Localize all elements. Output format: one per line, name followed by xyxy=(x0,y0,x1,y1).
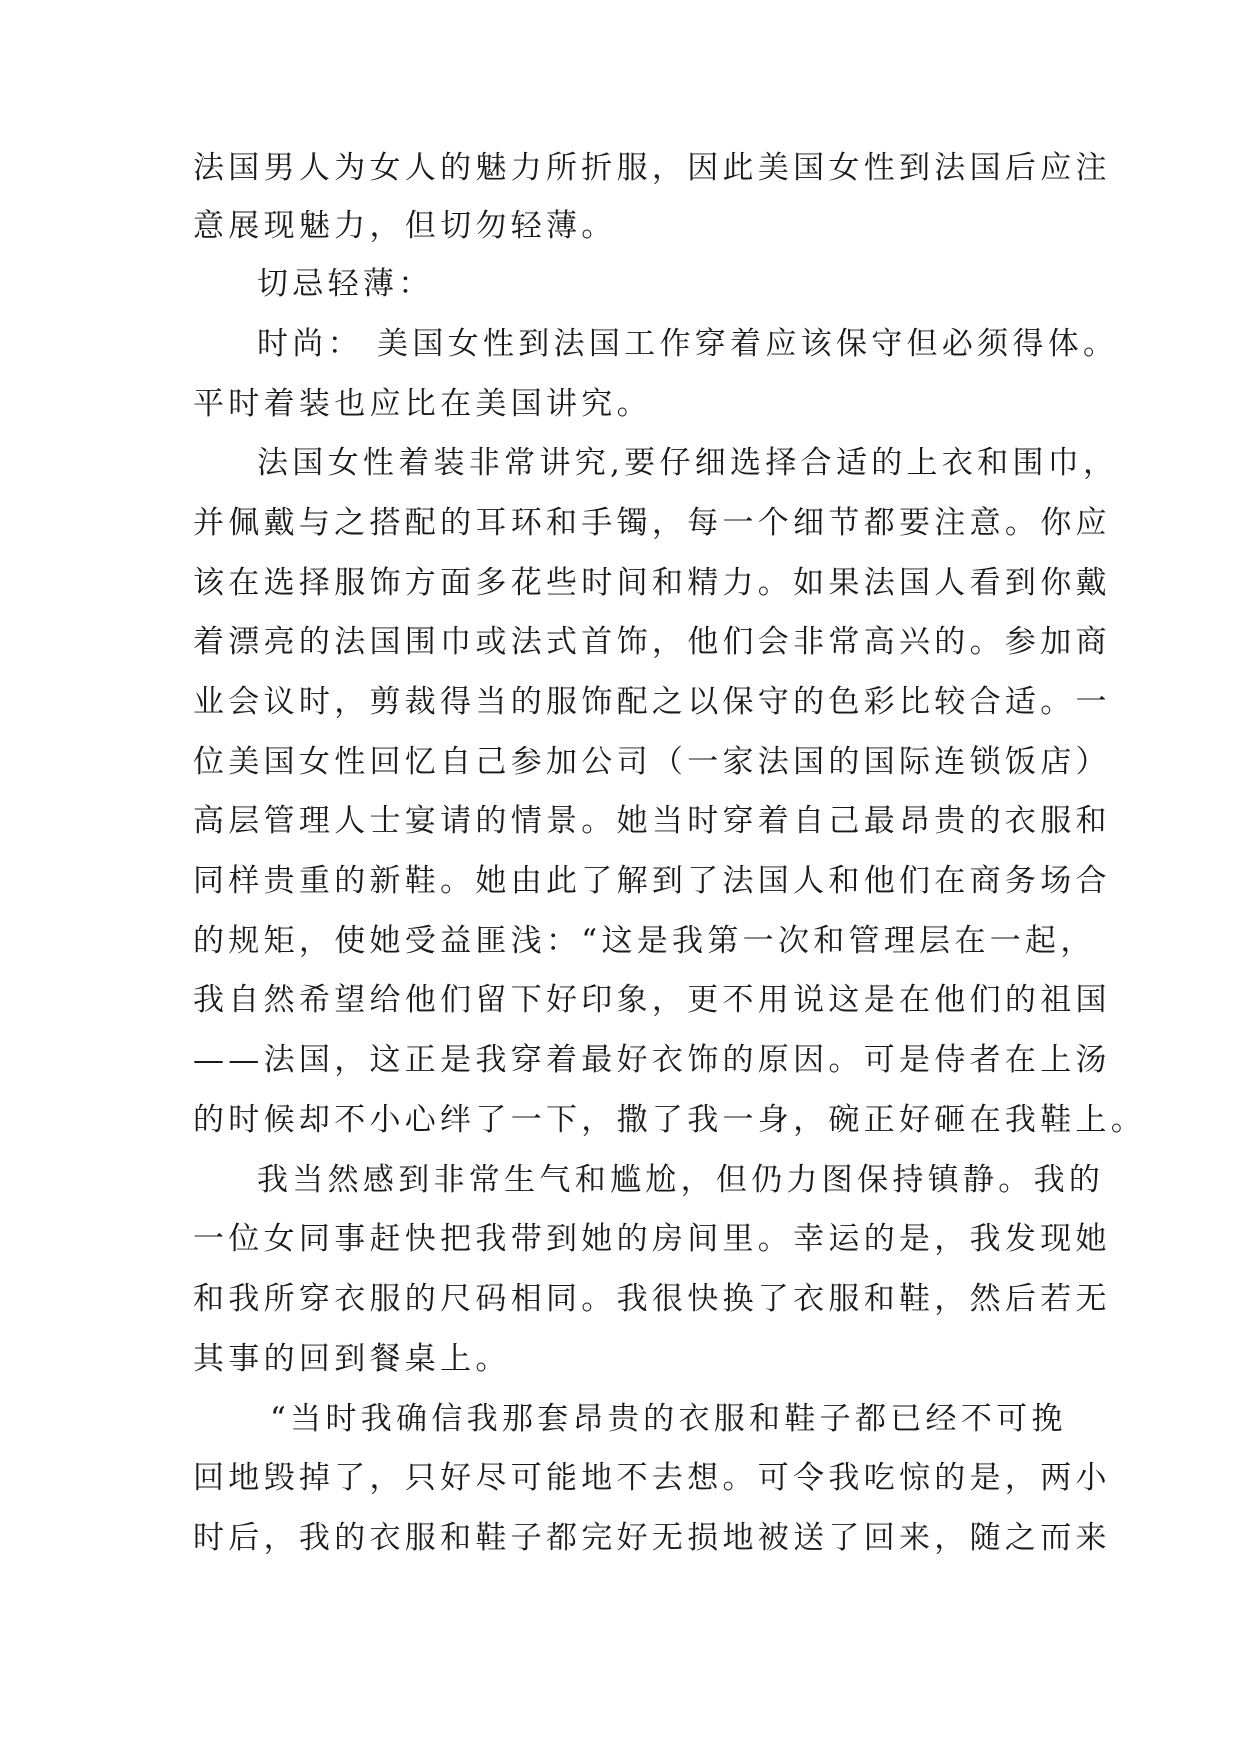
text-line: 和我所穿衣服的尺码相同。我很快换了衣服和鞋，然后若无 xyxy=(193,1281,1111,1317)
text-line: 法国男人为女人的魅力所折服，因此美国女性到法国后应注 xyxy=(193,150,1111,186)
text-line: 同样贵重的新鞋。她由此了解到了法国人和他们在商务场合 xyxy=(193,863,1111,899)
text-line: 的时候却不小心绊了一下，撒了我一身，碗正好砸在我鞋上。 xyxy=(193,1102,1147,1138)
text-line: 意展现魅力，但切勿轻薄。 xyxy=(193,208,617,244)
text-line: 该在选择服饰方面多花些时间和精力。如果法国人看到你戴 xyxy=(193,565,1111,601)
text-line: 我当然感到非常生气和尴尬，但仍力图保持镇静。我的 xyxy=(257,1162,1105,1198)
text-line: 我自然希望给他们留下好印象，更不用说这是在他们的祖国 xyxy=(193,982,1111,1018)
text-line: 回地毁掉了，只好尽可能地不去想。可令我吃惊的是，两小 xyxy=(193,1460,1111,1496)
text-line: 高层管理人士宴请的情景。她当时穿着自己最昂贵的衣服和 xyxy=(193,803,1111,839)
section-heading: 切忌轻薄： xyxy=(257,266,434,302)
text-line: 平时着装也应比在美国讲究。 xyxy=(193,386,652,422)
text-line: 并佩戴与之搭配的耳环和手镯，每一个细节都要注意。你应 xyxy=(193,505,1111,541)
text-line: 的规矩，使她受益匪浅：“这是我第一次和管理层在一起， xyxy=(193,923,1096,959)
text-line: 业会议时，剪裁得当的服饰配之以保守的色彩比较合适。一 xyxy=(193,684,1111,720)
text-line: ——法国，这正是我穿着最好衣饰的原因。可是侍者在上汤 xyxy=(193,1042,1111,1078)
text-line: 法国女性着装非常讲究,要仔细选择合适的上衣和围巾， xyxy=(257,445,1119,481)
text-line: 一位女同事赶快把我带到她的房间里。幸运的是，我发现她 xyxy=(193,1221,1111,1257)
text-line: “当时我确信我那套昂贵的衣服和鞋子都已经不可挽 xyxy=(270,1401,1067,1437)
text-line: 位美国女性回忆自己参加公司（一家法国的国际连锁饭店） xyxy=(193,744,1111,780)
text-line: 着漂亮的法国围巾或法式首饰，他们会非常高兴的。参加商 xyxy=(193,624,1111,660)
text-line: 时后，我的衣服和鞋子都完好无损地被送了回来，随之而来 xyxy=(193,1520,1111,1556)
text-line: 时尚： 美国女性到法国工作穿着应该保守但必须得体。 xyxy=(257,326,1119,362)
text-line: 其事的回到餐桌上。 xyxy=(193,1341,511,1377)
